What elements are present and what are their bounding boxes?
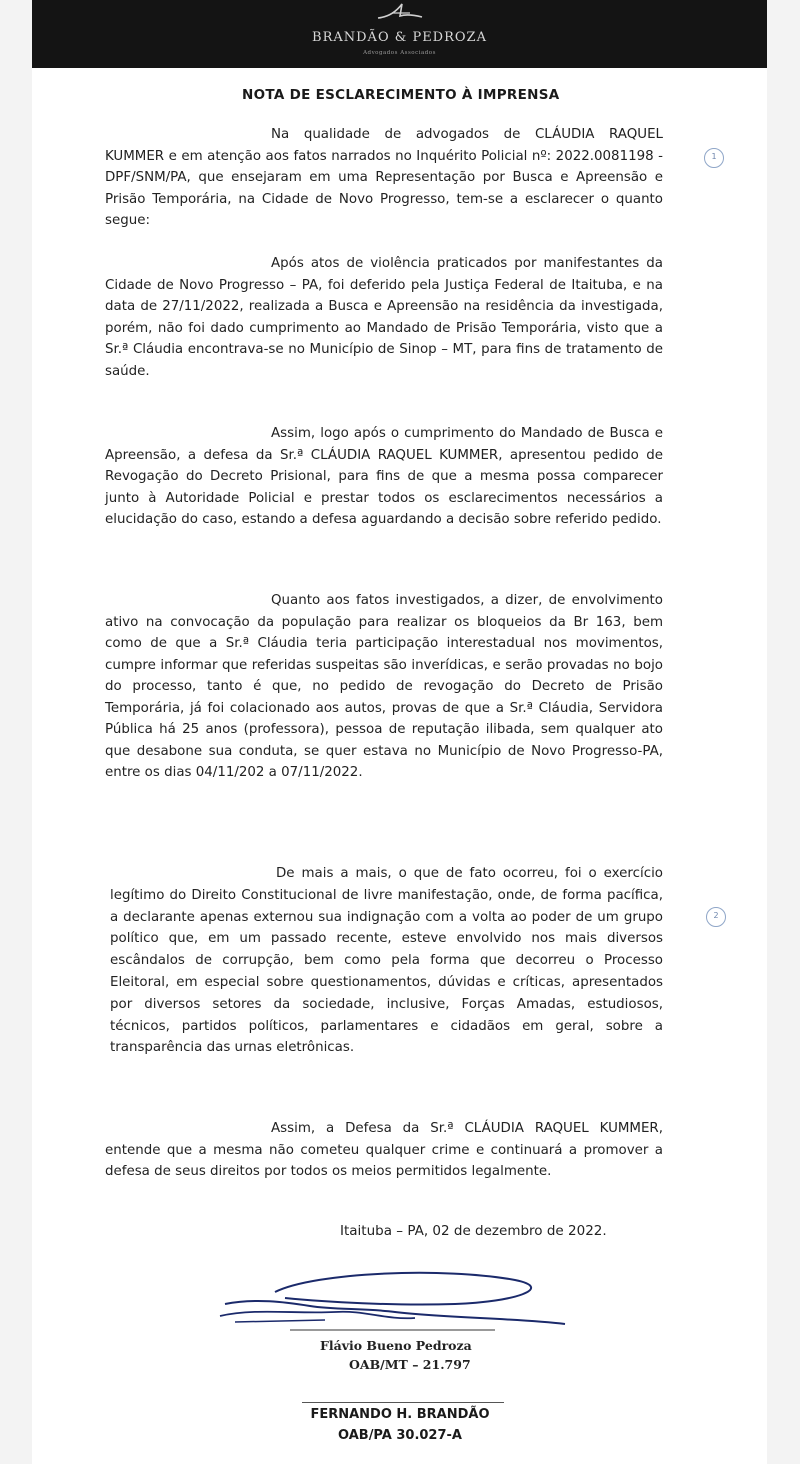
signatory-1-oab: OAB/MT – 21.797	[349, 1357, 471, 1372]
firm-subtitle: Advogados Associados	[363, 50, 436, 56]
paragraph-1: Na qualidade de advogados de CLÁUDIA RAQUEL KUMMER e em atenção aos fatos narrados no Inquérito Policial nº: 2022.0081198 - DPF/SNM/PA, que ensejaram em uma Representação por Busca e Apreensão e Prisão Temporária, na Cidade de Novo Progresso, tem-se a esclarecer o quanto segue:	[105, 127, 663, 228]
comment-marker-2[interactable]	[706, 907, 726, 927]
paragraph-3: Assim, logo após o cumprimento do Mandado de Busca e Apreensão, a defesa da Sr.ª CLÁUDIA RAQUEL KUMMER, apresentou pedido de Revogação do Decreto Prisional, para fins de que a mesma possa comparecer junto à Autoridade Policial e prestar todos os esclarecimentos necessários a elucidação do caso, estando a defesa aguardando a decisão sobre referido pedido.	[105, 426, 663, 527]
signatory-1-name: Flávio Bueno Pedroza	[320, 1338, 472, 1353]
place-date: Itaituba – PA, 02 de dezembro de 2022.	[340, 1223, 607, 1239]
paragraph-2: Após atos de violência praticados por manifestantes da Cidade de Novo Progresso – PA, foi deferido pela Justiça Federal de Itaituba, e na data de 27/11/2022, realizada a Busca e Apreensão na residência da investigada, porém, não foi dado cumprimento ao Mandado de Prisão Temporária, visto que a Sr.ª Cláudia encontrava-se no Município de Sinop – MT, para fins de tratamento de saúde.	[105, 256, 663, 379]
comment-number: 2	[713, 911, 719, 920]
signature-line	[302, 1402, 504, 1403]
comment-number: 1	[711, 152, 717, 161]
firm-name: BRANDÃO & PEDROZA	[312, 30, 487, 45]
signatory-2-name: FERNANDO H. BRANDÃO	[310, 1407, 490, 1422]
handwritten-signature-icon	[215, 1262, 585, 1342]
paragraph-6: Assim, a Defesa da Sr.ª CLÁUDIA RAQUEL KUMMER, entende que a mesma não cometeu qualquer crime e continuará a promover a defesa de seus direitos por todos os meios permitidos legalmente.	[105, 1121, 663, 1179]
comment-marker-1[interactable]	[704, 148, 724, 168]
firm-logo-icon	[370, 2, 430, 22]
document-title: NOTA DE ESCLARECIMENTO À IMPRENSA	[242, 87, 560, 103]
signatory-2-oab: OAB/PA 30.027-A	[338, 1428, 462, 1443]
paragraph-5: De mais a mais, o que de fato ocorreu, foi o exercício legítimo do Direito Constitucional de livre manifestação, onde, de forma pacífica, a declarante apenas externou sua indignação com a volta ao poder de um grupo político que, em um passado recente, esteve envolvido nos mais diversos escândalos de corrupção, bem como pela forma que decorreu o Processo Eleitoral, em especial sobre questionamentos, dúvidas e críticas, apresentados por diversos setores da sociedade, inclusive, Forças Amadas, estudiosos, técnicos, partidos políticos, parlamentares e cidadãos em geral, sobre a transparência das urnas eletrônicas.	[110, 866, 663, 1056]
letterhead	[32, 0, 767, 68]
paragraph-4: Quanto aos fatos investigados, a dizer, de envolvimento ativo na convocação da população para realizar os bloqueios da Br 163, bem como de que a Sr.ª Cláudia teria participação interestadual nos movimentos, cumpre informar que referidas suspeitas são inverídicas, e serão provadas no bojo do processo, tanto é que, no pedido de revogação do Decreto de Prisão Temporária, já foi colacionado aos autos, provas de que a Sr.ª Cláudia, Servidora Pública há 25 anos (professora), pessoa de reputação ilibada, sem qualquer ato que desabone sua conduta, se quer estava no Município de Novo Progresso-PA, entre os dias 04/11/202 a 07/11/2022.	[105, 593, 663, 780]
